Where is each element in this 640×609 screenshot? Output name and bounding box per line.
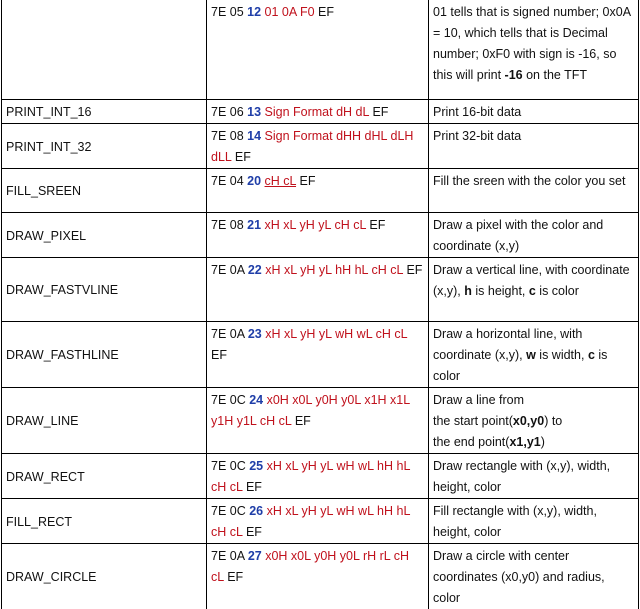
table-row — [2, 454, 639, 499]
command-name: DRAW_LINE — [6, 414, 78, 428]
command-description-cell — [429, 388, 639, 454]
text-segment: the end point( — [433, 435, 509, 449]
text-segment: Sign Format dHH dHL dLH dLL — [211, 129, 413, 164]
command-bytes-cell — [207, 544, 429, 609]
command-name-cell — [2, 100, 207, 124]
command-name: PRINT_INT_32 — [6, 140, 91, 154]
text-segment: EF — [366, 218, 385, 232]
command-description-cell — [429, 0, 639, 100]
command-bytes-cell — [207, 499, 429, 544]
text-segment: is width, — [536, 348, 588, 362]
text-segment: x0H x0L y0H y0L rH rL cH cL — [211, 549, 409, 584]
text-segment: w — [526, 348, 536, 362]
text-segment: Fill rectangle with (x,y), width, height, color — [433, 504, 597, 539]
text-segment: EF — [243, 480, 262, 494]
text-segment: EF — [291, 414, 310, 428]
text-segment: EF — [315, 5, 334, 19]
command-description-cell — [429, 100, 639, 124]
text-segment: ) to — [544, 414, 562, 428]
table-row — [2, 100, 639, 124]
text-segment: Print 32-bit data — [433, 129, 521, 143]
text-segment: xH xL yH yL wH wL cH cL — [262, 327, 407, 341]
text-segment: 14 — [247, 129, 261, 143]
command-name: DRAW_CIRCLE — [6, 570, 97, 584]
text-segment: x0H x0L y0H y0L x1H x1L y1H y1L cH cL — [211, 393, 410, 428]
text-segment: 7E 0C — [211, 459, 249, 473]
command-name-cell — [2, 454, 207, 499]
text-segment: the start point( — [433, 414, 513, 428]
command-table — [1, 0, 639, 609]
command-bytes-cell — [207, 213, 429, 258]
text-segment: 13 — [247, 105, 261, 119]
table-row — [2, 388, 639, 454]
table-row — [2, 213, 639, 258]
table-row — [2, 169, 639, 213]
command-name-cell — [2, 388, 207, 454]
text-segment: Draw a horizontal line, with coordinate (x,y), — [433, 327, 582, 362]
table-row — [2, 258, 639, 322]
text-segment: x0,y0 — [513, 414, 544, 428]
command-bytes-cell — [207, 169, 429, 213]
table-row — [2, 499, 639, 544]
command-bytes-cell — [207, 100, 429, 124]
command-name-cell — [2, 213, 207, 258]
command-table-body — [2, 0, 639, 609]
command-bytes-cell — [207, 124, 429, 169]
command-bytes-cell — [207, 388, 429, 454]
command-name: PRINT_INT_16 — [6, 105, 91, 119]
command-bytes-cell — [207, 322, 429, 388]
command-bytes-cell — [207, 454, 429, 499]
command-description-cell — [429, 544, 639, 609]
text-segment: EF — [403, 263, 422, 277]
text-segment: c — [529, 284, 536, 298]
text-segment: EF — [369, 105, 388, 119]
text-segment: on the TFT — [523, 68, 587, 82]
text-segment: 7E 0C — [211, 504, 249, 518]
text-segment: 01 tells that is signed number; 0x0A = 10, which tells that is Decimal number; 0xF0 with sign is -16, so this will print — [433, 5, 630, 82]
text-segment: h — [464, 284, 472, 298]
command-name-cell — [2, 0, 207, 100]
text-segment: Draw a line from — [433, 393, 524, 407]
text-segment: Draw rectangle with (x,y), width, height, color — [433, 459, 610, 494]
table-row — [2, 544, 639, 609]
text-segment: 25 — [249, 459, 263, 473]
command-description-cell — [429, 499, 639, 544]
text-segment: 7E 0A — [211, 549, 248, 563]
text-segment: 20 — [247, 174, 261, 188]
command-description-cell — [429, 258, 639, 322]
text-segment: EF — [243, 525, 262, 539]
text-segment: 7E 06 — [211, 105, 247, 119]
command-name: DRAW_RECT — [6, 470, 85, 484]
text-segment: Draw a vertical line, with coordinate (x,y), — [433, 263, 630, 298]
command-name-cell — [2, 322, 207, 388]
text-segment: 7E 0C — [211, 393, 249, 407]
command-bytes-cell — [207, 0, 429, 100]
text-segment: xH xL yH yL wH wL hH hL cH cL — [211, 459, 410, 494]
command-name: DRAW_FASTHLINE — [6, 348, 119, 362]
text-segment: is color — [433, 348, 607, 383]
text-segment: 7E 08 — [211, 218, 247, 232]
text-segment: 12 — [247, 5, 261, 19]
table-row — [2, 322, 639, 388]
text-segment: EF — [211, 348, 227, 362]
text-segment: -16 — [505, 68, 523, 82]
text-segment: 01 0A F0 — [261, 5, 315, 19]
text-segment: Print 16-bit data — [433, 105, 521, 119]
text-segment: 7E 0A — [211, 263, 248, 277]
command-name-cell — [2, 499, 207, 544]
text-segment: is height, — [472, 284, 529, 298]
command-description-cell — [429, 124, 639, 169]
command-name-cell — [2, 258, 207, 322]
text-segment: c — [588, 348, 595, 362]
command-name: FILL_RECT — [6, 515, 72, 529]
command-description-cell — [429, 213, 639, 258]
text-segment: Fill the sreen with the color you set — [433, 174, 625, 188]
text-segment: 22 — [248, 263, 262, 277]
text-segment: Draw a pixel with the color and coordinate (x,y) — [433, 218, 603, 253]
text-segment: Sign Format dH dL — [261, 105, 369, 119]
text-segment: cH cL — [265, 174, 297, 188]
text-segment: EF — [224, 570, 243, 584]
text-segment: 7E 08 — [211, 129, 247, 143]
text-segment: 23 — [248, 327, 262, 341]
table-row — [2, 0, 639, 100]
command-name: DRAW_FASTVLINE — [6, 283, 118, 297]
text-segment: is color — [536, 284, 579, 298]
text-segment: EF — [231, 150, 250, 164]
text-segment: x1,y1 — [509, 435, 540, 449]
text-segment: 21 — [247, 218, 261, 232]
command-bytes-cell — [207, 258, 429, 322]
command-name: DRAW_PIXEL — [6, 229, 86, 243]
text-segment: EF — [296, 174, 315, 188]
text-segment: xH xL yH yL hH hL cH cL — [262, 263, 403, 277]
text-segment: ) — [541, 435, 545, 449]
command-name-cell — [2, 544, 207, 609]
text-segment: xH xL yH yL cH cL — [261, 218, 366, 232]
command-name-cell — [2, 124, 207, 169]
command-name-cell — [2, 169, 207, 213]
text-segment: 27 — [248, 549, 262, 563]
command-description-cell — [429, 169, 639, 213]
text-segment: 7E 05 — [211, 5, 247, 19]
text-segment: 7E 0A — [211, 327, 248, 341]
text-segment: xH xL yH yL wH wL hH hL cH cL — [211, 504, 410, 539]
command-description-cell — [429, 322, 639, 388]
table-row — [2, 124, 639, 169]
text-segment: 26 — [249, 504, 263, 518]
text-segment: 7E 04 — [211, 174, 247, 188]
command-name: FILL_SREEN — [6, 184, 81, 198]
text-segment: 24 — [249, 393, 263, 407]
text-segment: Draw a circle with center coordinates (x0,y0) and radius, color — [433, 549, 605, 605]
command-description-cell — [429, 454, 639, 499]
